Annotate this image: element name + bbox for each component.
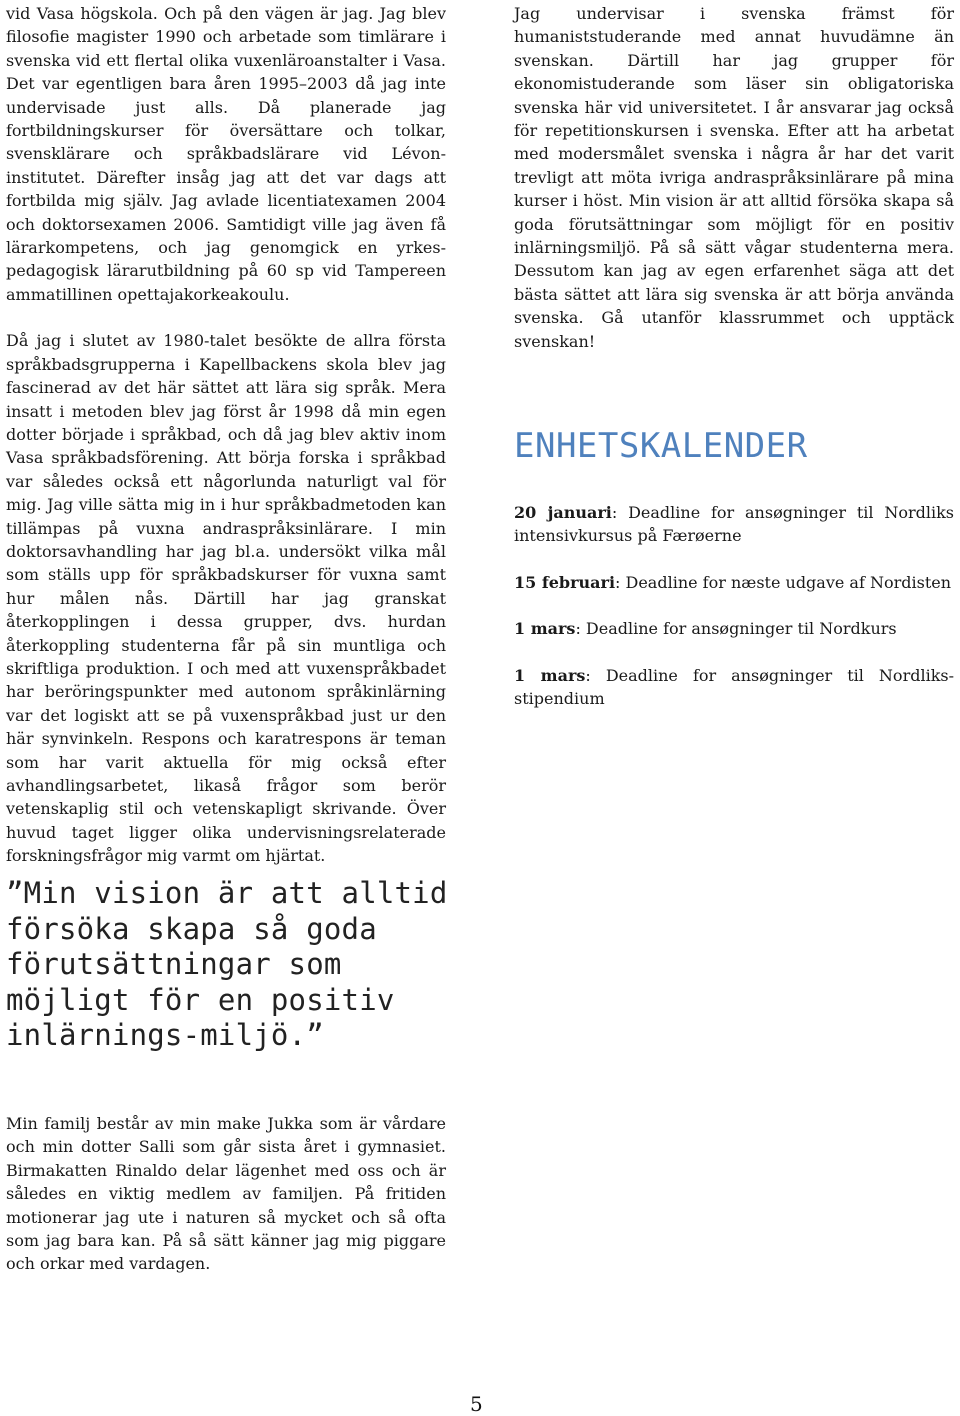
calendar-entry-date: 15 februari bbox=[514, 572, 616, 592]
left-column bbox=[6, 2, 446, 868]
family-paragraph: Min familj består av min make Jukka som är vårdare och min dotter Salli som går sista året i gymnasiet. Birmakatten Rinaldo delar lägenhet med oss och är således en viktig medlem av familjen. På fritiden motionerar jag ute i naturen så mycket och så ofta som jag bara kan. På så sätt känner jag mig piggare och orkar med vardagen. bbox=[6, 1114, 446, 1274]
calendar-heading: ENHETSKALENDER bbox=[514, 426, 808, 466]
calendar-entry bbox=[514, 664, 954, 711]
calendar-list bbox=[514, 501, 954, 733]
calendar-entry bbox=[514, 501, 954, 548]
page-number: 5 bbox=[470, 1392, 483, 1416]
right-column bbox=[514, 2, 954, 353]
calendar-entry-text: : Deadline for ansøgninger til Nordliks intensivkursus på Færøerne bbox=[514, 503, 954, 546]
calendar-entry-date: 20 januari bbox=[514, 503, 612, 522]
calendar-entry bbox=[514, 571, 954, 594]
calendar-entry-text: : Deadline for ansøgninger til Nordliksstipendium bbox=[514, 665, 955, 709]
calendar-entry-text: : Deadline for næste udgave af Nordisten bbox=[615, 572, 952, 592]
calendar-entry-date: 1 mars bbox=[514, 665, 586, 685]
pull-quote: ”Min vision är att alltid försöka skapa så goda förutsättningar som möjligt för en positiv inlärnings-miljö.” bbox=[6, 876, 448, 1052]
research-paragraph: Då jag i slutet av 1980-talet besökte de allra första språkbadsgrupperna i Kapellbackens skola blev jag fascinerad av det här sättet att lära sig språk. Mera insatt i metoden blev jag först år 1998 då min egen dotter började i språkbad, och då jag blev aktiv inom Vasa språkbadsförening. Att börja forska i språkbad var således också ett någorlunda naturligt val för mig. Jag ville sätta mig in i hur språkbadmetoden kan tillämpas på vuxna andraspråksinlärare. I min doktorsavhandling har jag bl.a. undersökt vilka mål som ställs upp för språkbadskurser för vuxna samt hur målen nås. Därtill har jag granskat återkopplingen i dessa grupper, dvs. hurdan återkoppling studenterna får på sin muntliga och skriftliga produktion. I och med att vuxenspråkbadet har beröringspunkter med autonom språkinlärning var det logiskt att se på vuxenspråkbad just ur den här synvinkeln. Respons och karatrespons är teman som har varit aktuella för mig också efter avhandlingsarbetet, likaså frågor som berör vetenskaplig stil och vetenskapligt skrivande. Över huvud taget ligger olika undervisningsrelaterade forskningsfrågor mig varmt om hjärtat. bbox=[6, 331, 446, 866]
calendar-entry-date: 1 mars bbox=[514, 619, 576, 639]
calendar-entry bbox=[514, 617, 954, 640]
career-paragraph: vid Vasa högskola. Och på den vägen är jag. Jag blev filosofie magister 1990 och arbetade som timlärare i svenska vid ett flertal olika vuxenläroanstalter i Vasa. Det var egentligen bara åren 1995–2003 då jag inte undervisade just alls. Då planerade jag fortbildningskurser för översättare och tolkar, svensklärare och språkbadslärare vid Lévon-institutet. Därefter insåg jag att det var dags att fortbilda mig själv. Jag avlade licentiatexamen 2004 och doktorsexamen 2006. Samtidigt ville jag även få lärarkompetens, och jag genomgick en yrkespedagogisk lärarutbildning på 60 sp vid Tampereen ammatillinen opettajakorkeakoulu. bbox=[6, 4, 446, 304]
calendar-entry-text: : Deadline for ansøgninger til Nordkurs bbox=[575, 619, 897, 639]
family-section bbox=[6, 1112, 446, 1276]
teaching-paragraph: Jag undervisar i svenska främst för humaniststuderande med annat huvudämne än svenskan. Därtill har jag grupper för ekonomistuderande som läser sin obligatoriska svenska här vid universitetet. I år ansvarar jag också för repetitionskursen i svenska. Efter att ha arbetat med modersmålet svenska i några år har det varit trevligt att möta ivriga andraspråksinlärare på mina kurser i höst. Min vision är att alltid försöka skapa så goda förutsättningar som möjligt för en positiv inlärningsmiljö. På så sätt vågar studenterna mera. Dessutom kan jag av egen erfarenhet säga att det bästa sättet att lära sig svenska är att börja använda svenska. Gå utanför klassrummet och upptäck svenskan! bbox=[514, 4, 954, 351]
